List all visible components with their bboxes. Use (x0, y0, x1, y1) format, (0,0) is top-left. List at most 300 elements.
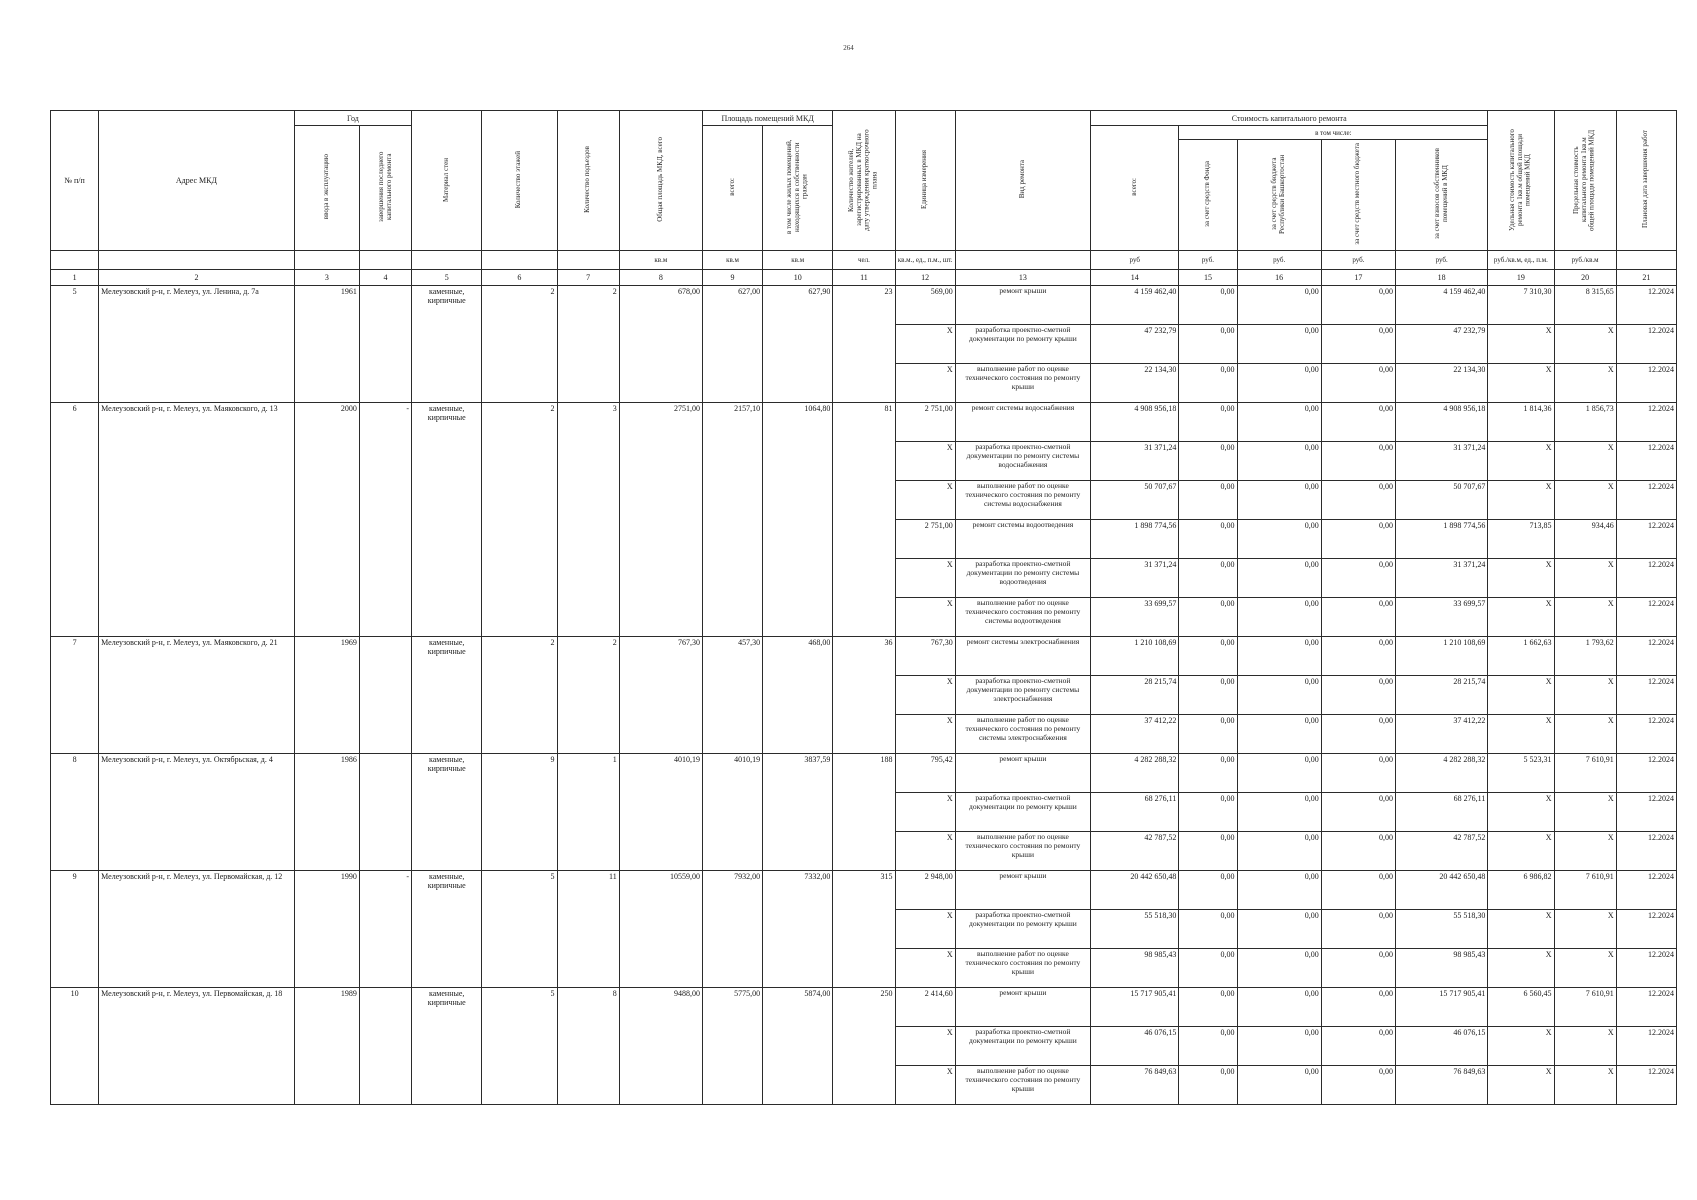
work-unit: 2 751,00 (895, 403, 955, 442)
cost-rb: 0,00 (1237, 949, 1321, 988)
limit-cost: X (1554, 1066, 1616, 1105)
planned-date: 12.2024 (1616, 520, 1676, 559)
total-area: 4010,19 (619, 754, 702, 871)
area-all: 627,00 (702, 286, 762, 403)
unit-cost: 6 986,82 (1488, 871, 1554, 910)
house-number: 9 (51, 871, 99, 988)
cost-fund: 0,00 (1179, 1066, 1237, 1105)
limit-cost: 8 315,65 (1554, 286, 1616, 325)
cost-rb: 0,00 (1237, 481, 1321, 520)
limit-cost: X (1554, 481, 1616, 520)
cost-owners: 1 210 108,69 (1396, 637, 1488, 676)
residents-count: 250 (833, 988, 895, 1105)
repair-type: разработка проектно-сметной документации по ремонту системы электроснабжения (955, 676, 1090, 715)
area-living: 7332,00 (763, 871, 833, 988)
limit-cost: X (1554, 1027, 1616, 1066)
work-unit: 2 948,00 (895, 871, 955, 910)
cost-local: 0,00 (1321, 520, 1395, 559)
header-cost-fund: за счет средств Фонда (1179, 140, 1237, 251)
cost-total: 55 518,30 (1091, 910, 1179, 949)
repair-type: выполнение работ по оценке технического состояния по ремонту крыши (955, 364, 1090, 403)
year-built: 1969 (294, 637, 359, 754)
limit-cost: X (1554, 559, 1616, 598)
entrances-count: 1 (557, 754, 619, 871)
residents-count: 315 (833, 871, 895, 988)
limit-cost: X (1554, 793, 1616, 832)
planned-date: 12.2024 (1616, 559, 1676, 598)
year-built: 1986 (294, 754, 359, 871)
unit-cost: 1 662,63 (1488, 637, 1554, 676)
planned-date: 12.2024 (1616, 715, 1676, 754)
cost-total: 50 707,67 (1091, 481, 1179, 520)
table-row (51, 754, 1677, 793)
planned-date: 12.2024 (1616, 910, 1676, 949)
column-number-cell: 2 (99, 270, 295, 286)
cost-total: 42 787,52 (1091, 832, 1179, 871)
limit-cost: X (1554, 325, 1616, 364)
table-body (51, 286, 1677, 1105)
header-cost-rb: за счет средств бюджета Республики Башкортостан (1237, 140, 1321, 251)
cost-local: 0,00 (1321, 637, 1395, 676)
repair-type: выполнение работ по оценке технического состояния по ремонту системы электроснабжения (955, 715, 1090, 754)
cost-owners: 28 215,74 (1396, 676, 1488, 715)
unit-cell: руб. (1321, 251, 1395, 270)
cost-owners: 68 276,11 (1396, 793, 1488, 832)
header-year-group: Год (294, 111, 411, 126)
cost-local: 0,00 (1321, 1027, 1395, 1066)
repair-type: ремонт крыши (955, 754, 1090, 793)
header-num: № п/п (51, 111, 99, 251)
cost-fund: 0,00 (1179, 559, 1237, 598)
residents-count: 36 (833, 637, 895, 754)
limit-cost: X (1554, 715, 1616, 754)
work-unit: X (895, 364, 955, 403)
column-number-cell: 8 (619, 270, 702, 286)
limit-cost: 7 610,91 (1554, 754, 1616, 793)
cost-owners: 42 787,52 (1396, 832, 1488, 871)
area-all: 2157,10 (702, 403, 762, 637)
header-residents: Количество жителей, зарегистрированных в МКД на дату утверждения краткосрочного плана (833, 111, 895, 251)
work-unit: X (895, 1066, 955, 1105)
cost-fund: 0,00 (1179, 286, 1237, 325)
year-repair (359, 988, 411, 1105)
planned-date: 12.2024 (1616, 598, 1676, 637)
cost-local: 0,00 (1321, 910, 1395, 949)
column-number-cell: 6 (482, 270, 557, 286)
area-all: 7932,00 (702, 871, 762, 988)
cost-owners: 31 371,24 (1396, 442, 1488, 481)
total-area: 2751,00 (619, 403, 702, 637)
planned-date: 12.2024 (1616, 988, 1676, 1027)
unit-cost: X (1488, 715, 1554, 754)
repair-type: разработка проектно-сметной документации по ремонту крыши (955, 325, 1090, 364)
house-address: Мелеузовский р-н, г. Мелеуз, ул. Ленина, д. 7а (99, 286, 295, 403)
work-unit: 2 414,60 (895, 988, 955, 1027)
cost-fund: 0,00 (1179, 715, 1237, 754)
work-unit: X (895, 832, 955, 871)
cost-owners: 20 442 650,48 (1396, 871, 1488, 910)
cost-local: 0,00 (1321, 403, 1395, 442)
cost-fund: 0,00 (1179, 949, 1237, 988)
cost-local: 0,00 (1321, 793, 1395, 832)
work-unit: 795,42 (895, 754, 955, 793)
unit-cell (1616, 251, 1676, 270)
year-repair (359, 637, 411, 754)
unit-cost: X (1488, 910, 1554, 949)
unit-cost: X (1488, 949, 1554, 988)
cost-local: 0,00 (1321, 442, 1395, 481)
year-repair: - (359, 403, 411, 637)
floors-count: 2 (482, 403, 557, 637)
unit-cell: руб. (1396, 251, 1488, 270)
limit-cost: X (1554, 676, 1616, 715)
cost-rb: 0,00 (1237, 637, 1321, 676)
entrances-count: 3 (557, 403, 619, 637)
wall-material: каменные, кирпичные (412, 403, 482, 637)
cost-local: 0,00 (1321, 949, 1395, 988)
cost-total: 76 849,63 (1091, 1066, 1179, 1105)
unit-cost: 5 523,31 (1488, 754, 1554, 793)
work-unit: X (895, 793, 955, 832)
unit-cell: руб (1091, 251, 1179, 270)
house-address: Мелеузовский р-н, г. Мелеуз, ул. Маяковского, д. 21 (99, 637, 295, 754)
capital-repair-table (50, 110, 1677, 1105)
unit-cell: кв.м., ед., п.м., шт. (895, 251, 955, 270)
cost-owners: 47 232,79 (1396, 325, 1488, 364)
cost-fund: 0,00 (1179, 1027, 1237, 1066)
repair-type: выполнение работ по оценке технического состояния по ремонту крыши (955, 1066, 1090, 1105)
floors-count: 5 (482, 988, 557, 1105)
floors-count: 2 (482, 286, 557, 403)
unit-cost: X (1488, 442, 1554, 481)
cost-owners: 4 282 288,32 (1396, 754, 1488, 793)
repair-type: разработка проектно-сметной документации по ремонту системы водоснабжения (955, 442, 1090, 481)
header-total-area: Общая площадь МКД, всего (619, 111, 702, 251)
header-planned-date: Плановая дата завершения работ (1616, 111, 1676, 251)
cost-rb: 0,00 (1237, 403, 1321, 442)
unit-cost: X (1488, 364, 1554, 403)
unit-cost: X (1488, 559, 1554, 598)
cost-owners: 55 518,30 (1396, 910, 1488, 949)
cost-rb: 0,00 (1237, 715, 1321, 754)
planned-date: 12.2024 (1616, 1066, 1676, 1105)
wall-material: каменные, кирпичные (412, 754, 482, 871)
house-address: Мелеузовский р-н, г. Мелеуз, ул. Первомайская, д. 12 (99, 871, 295, 988)
repair-type: ремонт крыши (955, 871, 1090, 910)
cost-owners: 98 985,43 (1396, 949, 1488, 988)
repair-type: выполнение работ по оценке технического состояния по ремонту системы водоотведения (955, 598, 1090, 637)
cost-owners: 4 908 956,18 (1396, 403, 1488, 442)
unit-cell: кв.м (763, 251, 833, 270)
limit-cost: X (1554, 442, 1616, 481)
planned-date: 12.2024 (1616, 286, 1676, 325)
page-number: 264 (843, 44, 854, 52)
house-number: 6 (51, 403, 99, 637)
residents-count: 23 (833, 286, 895, 403)
cost-total: 31 371,24 (1091, 559, 1179, 598)
cost-fund: 0,00 (1179, 520, 1237, 559)
year-repair (359, 754, 411, 871)
unit-cost: X (1488, 1027, 1554, 1066)
repair-type: ремонт системы водоснабжения (955, 403, 1090, 442)
unit-cell: чел. (833, 251, 895, 270)
work-unit: X (895, 598, 955, 637)
header-including: в том числе: (1179, 126, 1488, 140)
cost-owners: 46 076,15 (1396, 1027, 1488, 1066)
cost-fund: 0,00 (1179, 403, 1237, 442)
unit-cost: 713,85 (1488, 520, 1554, 559)
column-number-cell: 19 (1488, 270, 1554, 286)
area-living: 3837,59 (763, 754, 833, 871)
floors-count: 9 (482, 754, 557, 871)
work-unit: X (895, 949, 955, 988)
planned-date: 12.2024 (1616, 481, 1676, 520)
work-unit: 767,30 (895, 637, 955, 676)
cost-total: 15 717 905,41 (1091, 988, 1179, 1027)
cost-owners: 76 849,63 (1396, 1066, 1488, 1105)
cost-local: 0,00 (1321, 988, 1395, 1027)
cost-local: 0,00 (1321, 481, 1395, 520)
cost-total: 4 908 956,18 (1091, 403, 1179, 442)
cost-rb: 0,00 (1237, 520, 1321, 559)
column-number-cell: 13 (955, 270, 1090, 286)
unit-cell: кв.м (619, 251, 702, 270)
cost-total: 31 371,24 (1091, 442, 1179, 481)
cost-rb: 0,00 (1237, 988, 1321, 1027)
planned-date: 12.2024 (1616, 442, 1676, 481)
unit-cost: X (1488, 832, 1554, 871)
limit-cost: X (1554, 949, 1616, 988)
wall-material: каменные, кирпичные (412, 988, 482, 1105)
area-living: 1064,80 (763, 403, 833, 637)
planned-date: 12.2024 (1616, 1027, 1676, 1066)
wall-material: каменные, кирпичные (412, 286, 482, 403)
work-unit: X (895, 325, 955, 364)
unit-cost: X (1488, 676, 1554, 715)
unit-cost: X (1488, 598, 1554, 637)
cost-owners: 4 159 462,40 (1396, 286, 1488, 325)
repair-type: ремонт системы водоотведения (955, 520, 1090, 559)
cost-fund: 0,00 (1179, 793, 1237, 832)
cost-rb: 0,00 (1237, 832, 1321, 871)
table-row (51, 988, 1677, 1027)
cost-total: 46 076,15 (1091, 1027, 1179, 1066)
cost-local: 0,00 (1321, 286, 1395, 325)
cost-total: 37 412,22 (1091, 715, 1179, 754)
repair-type: выполнение работ по оценке технического состояния по ремонту крыши (955, 949, 1090, 988)
limit-cost: X (1554, 832, 1616, 871)
work-unit: X (895, 442, 955, 481)
unit-cost: X (1488, 793, 1554, 832)
area-all: 4010,19 (702, 754, 762, 871)
cost-local: 0,00 (1321, 715, 1395, 754)
area-living: 468,00 (763, 637, 833, 754)
total-area: 767,30 (619, 637, 702, 754)
unit-cost: 7 310,30 (1488, 286, 1554, 325)
cost-local: 0,00 (1321, 1066, 1395, 1105)
total-area: 678,00 (619, 286, 702, 403)
column-number-cell: 5 (412, 270, 482, 286)
cost-total: 4 159 462,40 (1091, 286, 1179, 325)
cost-local: 0,00 (1321, 559, 1395, 598)
floors-count: 5 (482, 871, 557, 988)
limit-cost: 7 610,91 (1554, 988, 1616, 1027)
total-area: 9488,00 (619, 988, 702, 1105)
planned-date: 12.2024 (1616, 364, 1676, 403)
cost-local: 0,00 (1321, 676, 1395, 715)
planned-date: 12.2024 (1616, 403, 1676, 442)
unit-cell (294, 251, 359, 270)
wall-material: каменные, кирпичные (412, 637, 482, 754)
unit-cell: руб./кв.м (1554, 251, 1616, 270)
column-numbers-row (51, 270, 1677, 286)
limit-cost: 7 610,91 (1554, 871, 1616, 910)
header-cost-group: Стоимость капитального ремонта (1091, 111, 1488, 126)
planned-date: 12.2024 (1616, 949, 1676, 988)
repair-type: разработка проектно-сметной документации по ремонту системы водоотведения (955, 559, 1090, 598)
cost-owners: 31 371,24 (1396, 559, 1488, 598)
header-area-living: в том числе жилых помещений, находящихся в собственности граждан (763, 126, 833, 251)
unit-cell: руб./кв.м, ед., п.м. (1488, 251, 1554, 270)
header-limit-cost: Предельная стоимость капитального ремонта 1кв.м общей площади помещений МКД (1554, 111, 1616, 251)
unit-cost: X (1488, 1066, 1554, 1105)
header-unit-cost: Удельная стоимость капитального ремонта 1кв.м общей площади помещений МКД (1488, 111, 1554, 251)
table-row (51, 286, 1677, 325)
cost-fund: 0,00 (1179, 988, 1237, 1027)
unit-cost: X (1488, 481, 1554, 520)
header-cost-owners: за счет взносов собственников помещений в МКД (1396, 140, 1488, 251)
header-repair-type: Вид ремонта (955, 111, 1090, 251)
header-entrances: Количество подъездов (557, 111, 619, 251)
cost-owners: 22 134,30 (1396, 364, 1488, 403)
limit-cost: 1 856,73 (1554, 403, 1616, 442)
year-repair (359, 286, 411, 403)
house-address: Мелеузовский р-н, г. Мелеуз, ул. Октябрьская, д. 4 (99, 754, 295, 871)
cost-rb: 0,00 (1237, 598, 1321, 637)
cost-total: 20 442 650,48 (1091, 871, 1179, 910)
cost-local: 0,00 (1321, 325, 1395, 364)
column-number-cell: 18 (1396, 270, 1488, 286)
house-number: 5 (51, 286, 99, 403)
house-number: 10 (51, 988, 99, 1105)
header-year-repair: завершения последнего капитального ремонта (359, 126, 411, 251)
entrances-count: 8 (557, 988, 619, 1105)
cost-rb: 0,00 (1237, 910, 1321, 949)
header-floors: Количество этажей (482, 111, 557, 251)
cost-fund: 0,00 (1179, 637, 1237, 676)
cost-owners: 1 898 774,56 (1396, 520, 1488, 559)
unit-cell (51, 251, 99, 270)
column-number-cell: 16 (1237, 270, 1321, 286)
units-row (51, 251, 1677, 270)
cost-total: 47 232,79 (1091, 325, 1179, 364)
planned-date: 12.2024 (1616, 793, 1676, 832)
column-number-cell: 11 (833, 270, 895, 286)
cost-owners: 50 707,67 (1396, 481, 1488, 520)
planned-date: 12.2024 (1616, 325, 1676, 364)
work-unit: X (895, 676, 955, 715)
cost-total: 98 985,43 (1091, 949, 1179, 988)
entrances-count: 11 (557, 871, 619, 988)
house-number: 8 (51, 754, 99, 871)
table-row (51, 403, 1677, 442)
planned-date: 12.2024 (1616, 637, 1676, 676)
repair-type: ремонт крыши (955, 988, 1090, 1027)
repair-type: разработка проектно-сметной документации по ремонту крыши (955, 910, 1090, 949)
total-area: 10559,00 (619, 871, 702, 988)
cost-rb: 0,00 (1237, 676, 1321, 715)
unit-cost: 1 814,36 (1488, 403, 1554, 442)
planned-date: 12.2024 (1616, 871, 1676, 910)
cost-fund: 0,00 (1179, 481, 1237, 520)
limit-cost: 934,46 (1554, 520, 1616, 559)
residents-count: 188 (833, 754, 895, 871)
cost-rb: 0,00 (1237, 1066, 1321, 1105)
area-all: 5775,00 (702, 988, 762, 1105)
cost-fund: 0,00 (1179, 676, 1237, 715)
column-number-cell: 21 (1616, 270, 1676, 286)
header-cost-total: всего: (1091, 126, 1179, 251)
column-number-cell: 4 (359, 270, 411, 286)
column-number-cell: 7 (557, 270, 619, 286)
residents-count: 81 (833, 403, 895, 637)
column-number-cell: 12 (895, 270, 955, 286)
cost-rb: 0,00 (1237, 325, 1321, 364)
cost-rb: 0,00 (1237, 1027, 1321, 1066)
table-row (51, 637, 1677, 676)
cost-fund: 0,00 (1179, 442, 1237, 481)
unit-cost: X (1488, 325, 1554, 364)
entrances-count: 2 (557, 286, 619, 403)
cost-rb: 0,00 (1237, 871, 1321, 910)
unit-cell: руб. (1237, 251, 1321, 270)
work-unit: X (895, 1027, 955, 1066)
cost-rb: 0,00 (1237, 442, 1321, 481)
house-address: Мелеузовский р-н, г. Мелеуз, ул. Первомайская, д. 18 (99, 988, 295, 1105)
repair-type: выполнение работ по оценке технического состояния по ремонту системы водоснабжения (955, 481, 1090, 520)
area-all: 457,30 (702, 637, 762, 754)
cost-local: 0,00 (1321, 871, 1395, 910)
limit-cost: X (1554, 598, 1616, 637)
repair-type: разработка проектно-сметной документации по ремонту крыши (955, 793, 1090, 832)
column-number-cell: 14 (1091, 270, 1179, 286)
unit-cell (557, 251, 619, 270)
year-built: 1990 (294, 871, 359, 988)
cost-rb: 0,00 (1237, 754, 1321, 793)
house-number: 7 (51, 637, 99, 754)
planned-date: 12.2024 (1616, 832, 1676, 871)
cost-fund: 0,00 (1179, 754, 1237, 793)
header-address: Адрес МКД (99, 111, 295, 251)
unit-cell (412, 251, 482, 270)
cost-total: 1 210 108,69 (1091, 637, 1179, 676)
repair-type: разработка проектно-сметной документации по ремонту крыши (955, 1027, 1090, 1066)
work-unit: 2 751,00 (895, 520, 955, 559)
cost-local: 0,00 (1321, 832, 1395, 871)
planned-date: 12.2024 (1616, 754, 1676, 793)
unit-cell (99, 251, 295, 270)
entrances-count: 2 (557, 637, 619, 754)
column-number-cell: 9 (702, 270, 762, 286)
header-wall-material: Материал стен (412, 111, 482, 251)
year-repair: - (359, 871, 411, 988)
limit-cost: X (1554, 910, 1616, 949)
cost-total: 33 699,57 (1091, 598, 1179, 637)
column-number-cell: 15 (1179, 270, 1237, 286)
work-unit: X (895, 481, 955, 520)
cost-total: 28 215,74 (1091, 676, 1179, 715)
column-number-cell: 3 (294, 270, 359, 286)
